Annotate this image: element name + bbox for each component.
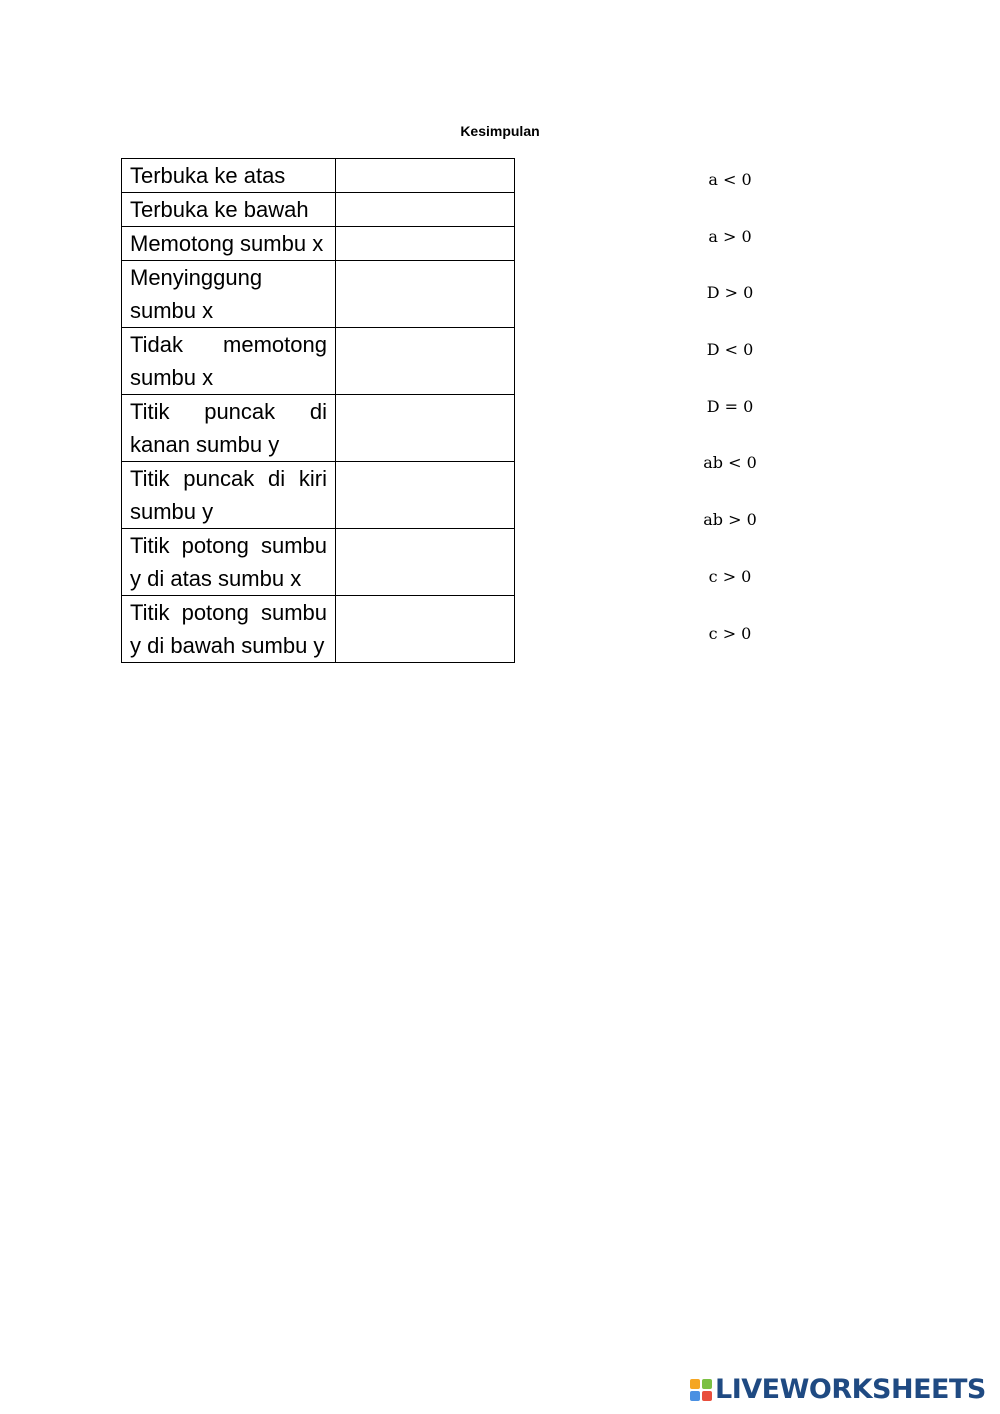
- option-item: [680, 508, 780, 565]
- conclusion-table: [121, 158, 515, 663]
- table-row: [122, 261, 515, 328]
- table-row: [122, 529, 515, 596]
- logo-square: [702, 1391, 712, 1401]
- row-label: Titik puncak di kiri sumbu y: [122, 462, 336, 529]
- row-label: Terbuka ke bawah: [122, 193, 336, 227]
- table-row: [122, 227, 515, 261]
- logo-square: [690, 1391, 700, 1401]
- logo-square: [690, 1379, 700, 1389]
- table-row: [122, 159, 515, 193]
- table-row: [122, 193, 515, 227]
- answer-drop-zone[interactable]: [336, 395, 515, 462]
- option-item: [680, 622, 780, 679]
- row-label: Titik potong sumbu y di bawah sumbu y: [122, 596, 336, 663]
- draggable-option[interactable]: D > 0: [706, 283, 754, 303]
- answer-drop-zone[interactable]: [336, 462, 515, 529]
- draggable-option[interactable]: a > 0: [708, 226, 752, 246]
- draggable-option[interactable]: a < 0: [708, 170, 752, 189]
- answer-drop-zone[interactable]: [336, 596, 515, 663]
- option-item: [680, 565, 780, 622]
- row-label: Memotong sumbu x: [122, 227, 336, 261]
- option-item: [680, 451, 780, 508]
- liveworksheets-logo: [690, 1373, 986, 1407]
- table-row: [122, 395, 515, 462]
- draggable-option[interactable]: ab < 0: [703, 453, 757, 473]
- draggable-option[interactable]: ab > 0: [703, 510, 757, 530]
- table-row: [122, 462, 515, 529]
- row-label: Titik puncak di kanan sumbu y: [122, 395, 336, 462]
- answer-drop-zone[interactable]: [336, 227, 515, 261]
- answer-options-list: [680, 168, 780, 678]
- option-item: [680, 168, 780, 225]
- logo-square: [702, 1379, 712, 1389]
- answer-drop-zone[interactable]: [336, 529, 515, 596]
- option-item: [680, 281, 780, 338]
- answer-drop-zone[interactable]: [336, 261, 515, 328]
- draggable-option[interactable]: c > 0: [708, 623, 752, 643]
- row-label: Tidak memotong sumbu x: [122, 328, 336, 395]
- answer-drop-zone[interactable]: [336, 193, 515, 227]
- draggable-option[interactable]: D = 0: [706, 396, 754, 416]
- draggable-option[interactable]: D < 0: [706, 340, 754, 360]
- option-item: [680, 338, 780, 395]
- page-title: Kesimpulan: [460, 123, 540, 139]
- logo-text: LIVEWORKSHEETS: [715, 1374, 986, 1405]
- row-label: Titik potong sumbu y di atas sumbu x: [122, 529, 336, 596]
- table-row: [122, 596, 515, 663]
- table-row: [122, 328, 515, 395]
- row-label: Menyinggung sumbu x: [122, 261, 336, 328]
- draggable-option[interactable]: c > 0: [708, 566, 752, 586]
- option-item: [680, 225, 780, 282]
- liveworksheets-logo-icon: [690, 1379, 712, 1401]
- option-item: [680, 395, 780, 452]
- answer-drop-zone[interactable]: [336, 159, 515, 193]
- row-label: Terbuka ke atas: [122, 159, 336, 193]
- answer-drop-zone[interactable]: [336, 328, 515, 395]
